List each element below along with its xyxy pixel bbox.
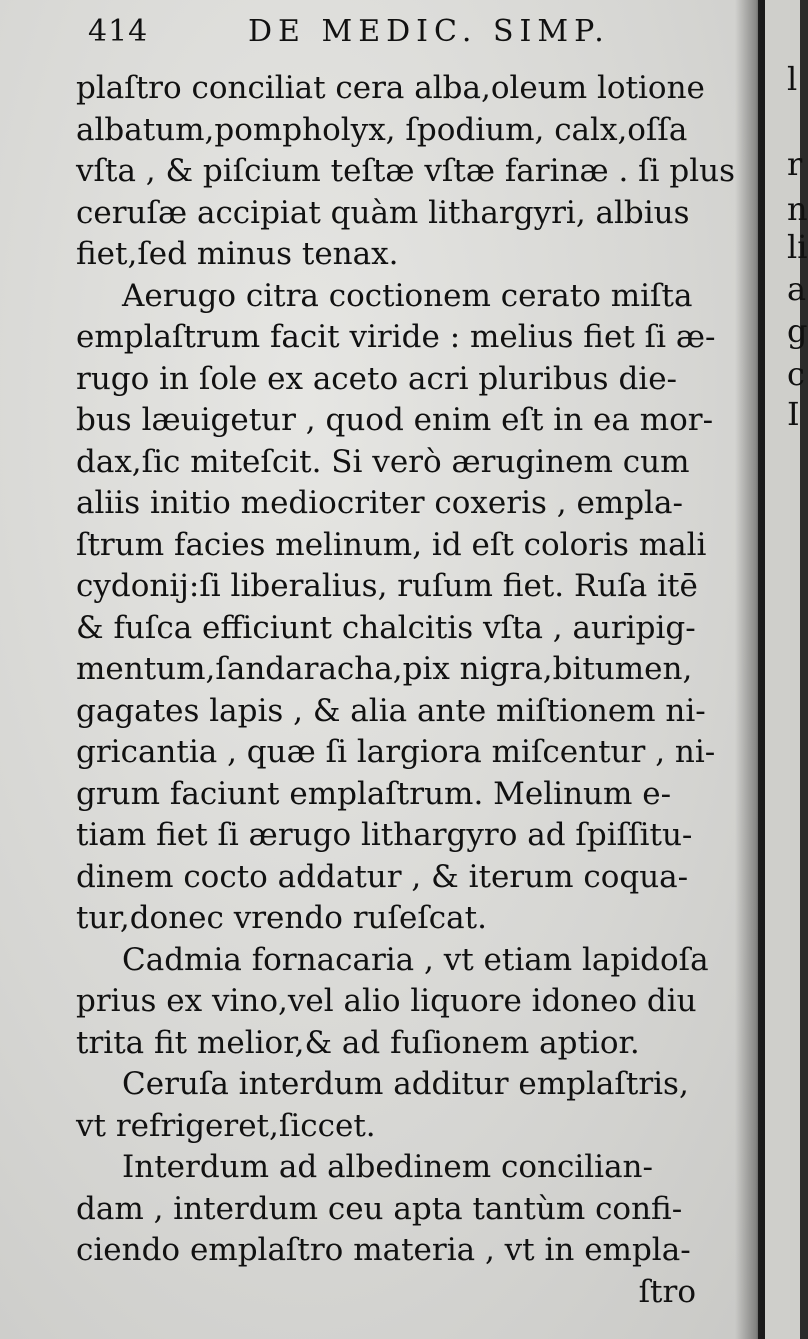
body-text	[76, 68, 736, 1313]
page-number: 414	[88, 14, 149, 49]
text-line: gricantia , quæ ſi largiora miſcentur , ni-	[76, 734, 716, 770]
text-line: dinem cocto addatur , & iterum coqua-	[76, 858, 689, 895]
text-line: prius ex vino,vel alio liquore idoneo diu	[76, 983, 697, 1019]
book-gutter-shadow	[735, 0, 765, 1339]
text-line: dax,ſic miteſcit. Si verò æruginem cum	[76, 443, 690, 480]
facing-page-fragment: r	[787, 145, 803, 183]
text-line: ceruſæ accipiat quàm lithargyri, albius	[76, 194, 690, 231]
text-line: rugo in ſole ex aceto acri pluribus die-	[76, 360, 678, 397]
text-line: aliis initio mediocriter coxeris , empla-	[76, 485, 683, 521]
facing-page-fragment: li	[787, 228, 808, 266]
paragraph	[76, 940, 716, 1065]
text-line: Interdum ad albedinem concilian-	[122, 1149, 653, 1185]
text-line: vſta , & piſcium teſtæ vſtæ farinæ . ſi plus	[76, 153, 736, 189]
text-line: Ceruſa interdum additur emplaſtris,	[122, 1066, 689, 1102]
facing-page-edge	[765, 0, 808, 1339]
text-line: plaſtro conciliat cera alba,oleum lotione	[76, 70, 705, 106]
text-line: trita fit melior,& ad fuſionem aptior.	[76, 1024, 640, 1061]
text-line: gagates lapis , & alia ante miſtionem ni-	[76, 692, 706, 729]
facing-page-fragment: g	[787, 312, 808, 350]
text-line: dam , interdum ceu apta tantùm confi-	[76, 1190, 683, 1227]
text-line: emplaſtrum facit viride : melius fiet ſi æ-	[76, 319, 716, 355]
facing-page-fragment: a	[787, 270, 807, 308]
text-line: mentum,ſandaracha,pix nigra,bitumen,	[76, 651, 693, 687]
text-line: Aerugo citra coctionem cerato miſta	[122, 277, 693, 314]
text-line: tiam fiet ſi ærugo lithargyro ad ſpiſſitu-	[76, 817, 693, 853]
text-line: cydonij:ſi liberalius, ruſum fiet. Ruſa itē	[76, 568, 698, 604]
text-line: Cadmia fornacaria , vt etiam lapidoſa	[122, 941, 709, 978]
facing-page-fragment: c	[787, 355, 805, 393]
text-line: grum faciunt emplaſtrum. Melinum e-	[76, 775, 672, 812]
text-line: bus læuigetur , quod enim eſt in ea mor-	[76, 402, 714, 438]
page-header	[88, 14, 728, 58]
paragraph	[76, 68, 736, 276]
catchword: ſtro	[638, 1273, 696, 1310]
text-line: tur,donec vrendo ruſeſcat.	[76, 900, 487, 936]
text-line: fiet,ſed minus tenax.	[76, 236, 399, 272]
facing-page-fragment: n	[787, 190, 808, 228]
paragraph	[76, 276, 716, 940]
text-line: & fuſca efficiunt chalcitis vſta , auripig-	[76, 609, 696, 646]
text-line: vt refrigeret,ſiccet.	[76, 1107, 376, 1144]
paragraph	[76, 1147, 716, 1272]
facing-page-fragment: I	[787, 395, 800, 433]
facing-page-fragment: l	[787, 60, 798, 98]
paragraph	[76, 1064, 716, 1147]
text-line: ciendo emplaſtro materia , vt in empla-	[76, 1232, 691, 1268]
running-head: DE MEDIC. SIMP.	[248, 14, 610, 49]
text-line: ſtrum facies melinum, id eſt coloris mali	[76, 526, 707, 563]
text-line: albatum,pompholyx, ſpodium, calx,oſſa	[76, 111, 688, 148]
